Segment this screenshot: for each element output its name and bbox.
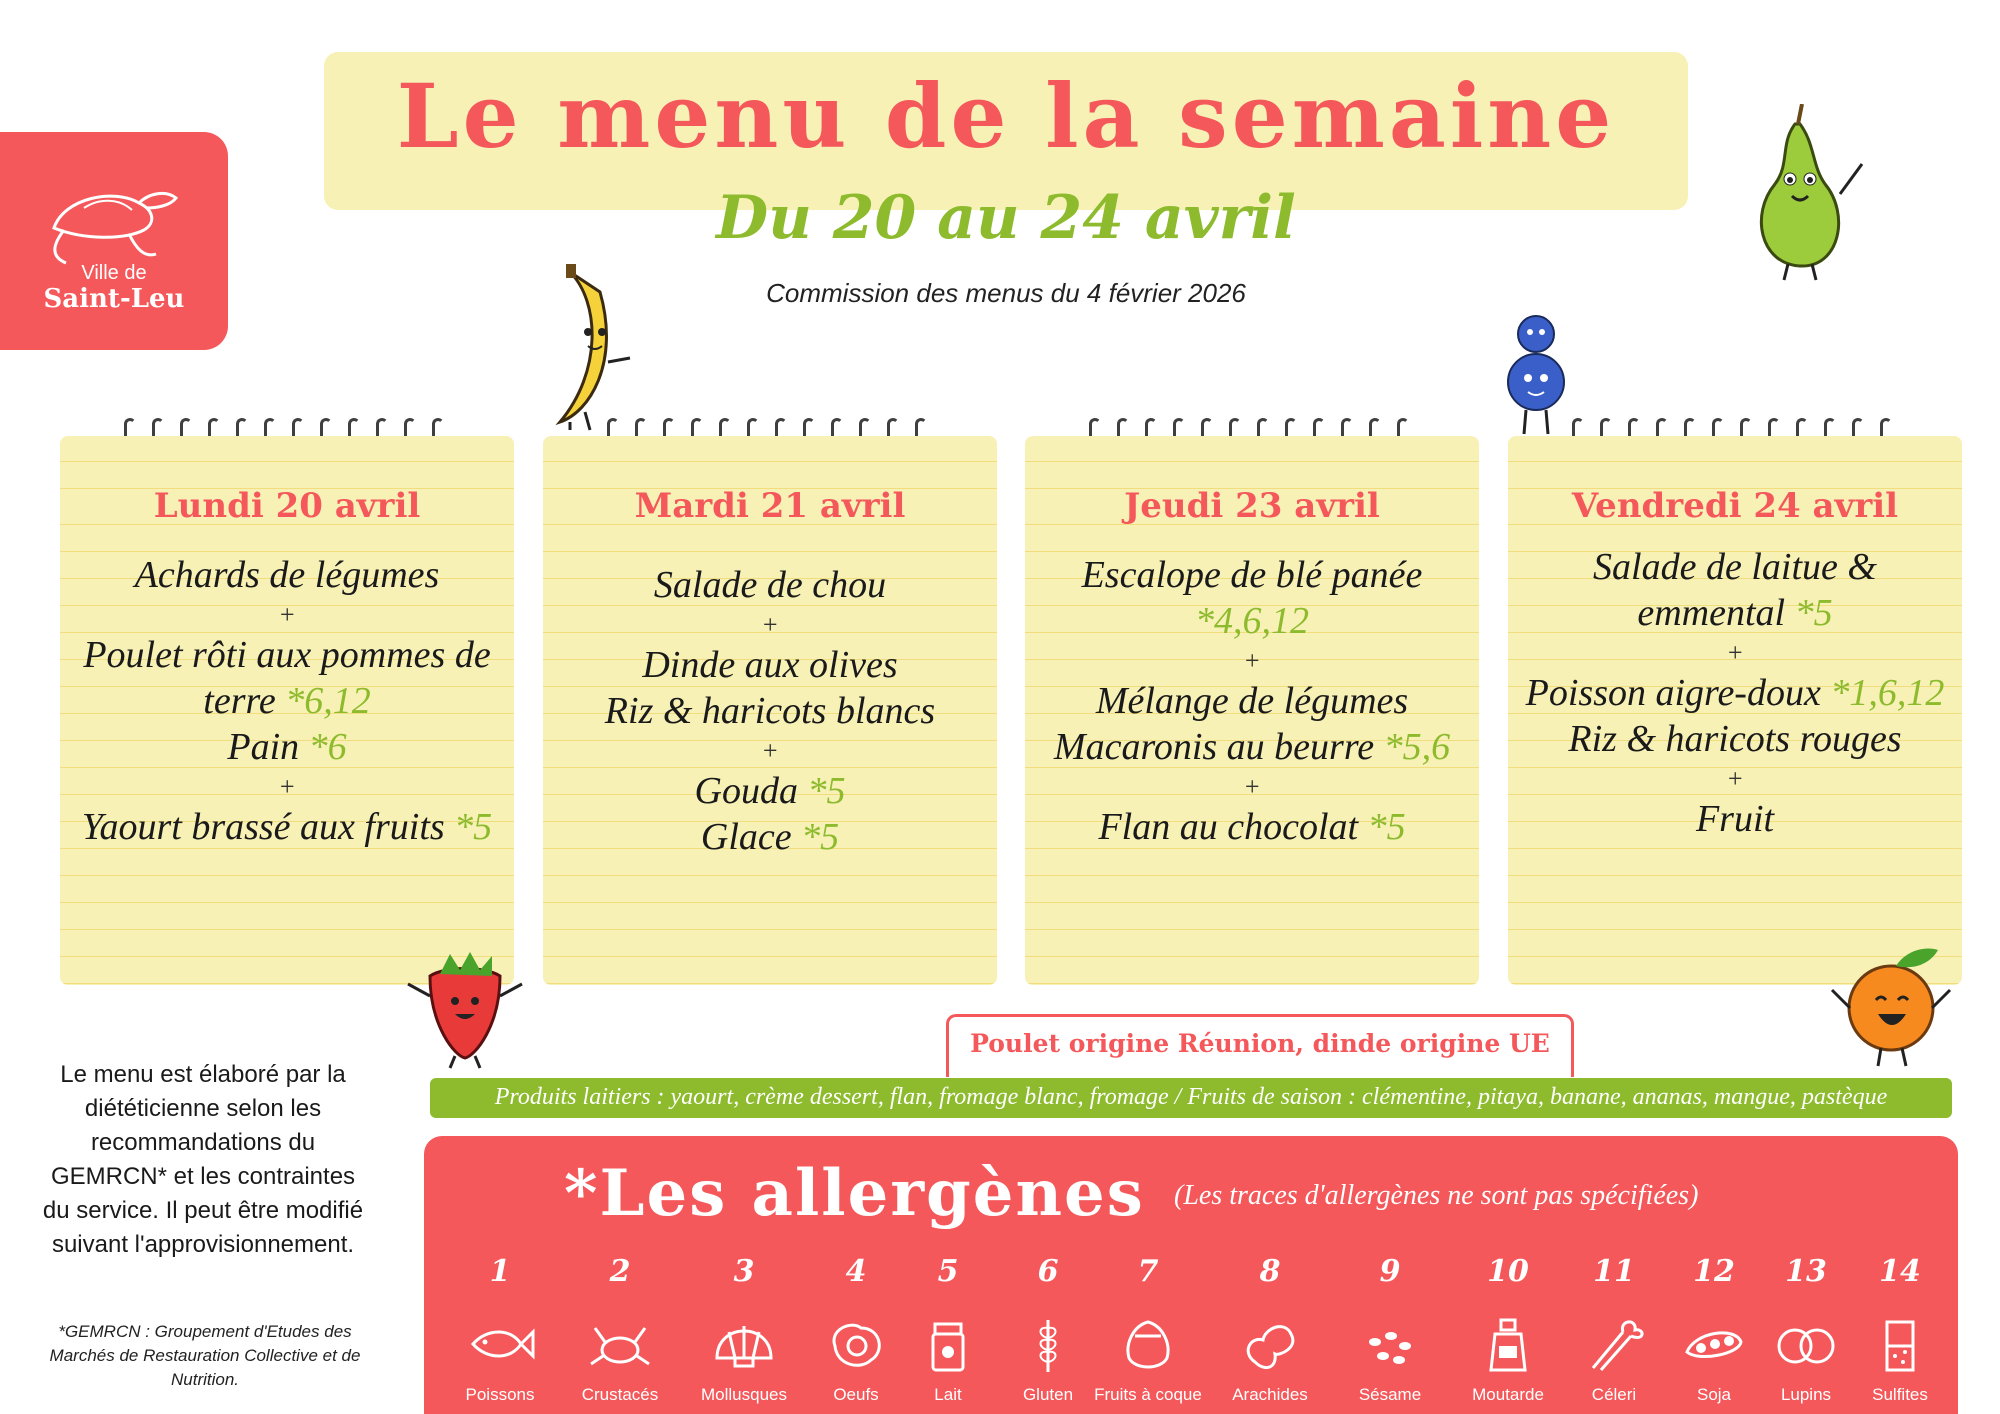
strawberry-icon (400, 946, 530, 1070)
allergen-number: 1 (489, 1254, 511, 1289)
dish-allergens: *1,6,12 (1830, 672, 1945, 714)
wheat-icon (1013, 1312, 1083, 1376)
lupin-icon (1771, 1312, 1841, 1376)
allergen-number: 4 (845, 1254, 867, 1289)
sesame-icon (1355, 1312, 1425, 1376)
dish-item (1518, 544, 1952, 636)
allergen-item (1335, 1254, 1445, 1404)
allergen-label: Lupins (1780, 1385, 1832, 1404)
shell-icon (709, 1312, 779, 1376)
dish-name: Mélange de légumes (1095, 680, 1409, 722)
allergen-note: (Les traces d'allergènes ne sont pas spécifiées) (1174, 1180, 1699, 1211)
dish-name: Dinde aux olives (642, 644, 898, 686)
dish-name: Salade de chou (653, 564, 887, 606)
dish-item (1035, 678, 1469, 724)
allergen-number: 2 (609, 1254, 631, 1289)
dish-list (1518, 544, 1952, 842)
dish-name: Salade de laitue & emmental (1593, 546, 1877, 634)
allergen-label: Céleri (1591, 1385, 1637, 1404)
crab-icon (585, 1312, 655, 1376)
dish-item (70, 804, 504, 850)
allergen-label: Gluten (1022, 1385, 1074, 1404)
turtle-icon (44, 168, 184, 268)
page-title: Le menu de la semaine (396, 64, 1616, 168)
dish-name: Achards de légumes (134, 554, 440, 596)
day-title: Jeudi 23 avril (1124, 486, 1380, 526)
allergen-label: Mollusques (701, 1385, 787, 1404)
dish-list (70, 552, 504, 850)
allergen-label: Arachides (1232, 1385, 1308, 1404)
dish-item (70, 552, 504, 598)
logo-text-ville: Ville de (81, 262, 147, 284)
dish-name: Poulet rôti aux pommes de terre (83, 634, 491, 722)
day-card (60, 436, 514, 985)
allergen-item (689, 1254, 799, 1404)
allergen-title: *Les allergènes (564, 1156, 1145, 1231)
dish-item (1035, 804, 1469, 850)
course-separator: + (761, 610, 779, 639)
sulfite-icon (1865, 1312, 1935, 1376)
allergen-number: 12 (1693, 1254, 1735, 1289)
allergen-label: Oeufs (833, 1385, 879, 1404)
dish-name: Glace (700, 816, 792, 858)
seasonal-band (430, 1078, 1952, 1118)
allergen-number: 14 (1879, 1254, 1921, 1289)
dish-name: Fruit (1695, 798, 1775, 840)
menu-disclaimer: Le menu est élaboré par la diététicienne selon les recommandations du GEMRCN* et les contraintes du service. Il peut être modifié suivant l'approvisionnement. (42, 1061, 364, 1258)
dish-allergens: *5 (1794, 592, 1833, 634)
dish-allergens: *6,12 (285, 680, 371, 722)
allergen-number: 10 (1487, 1254, 1529, 1289)
fish-icon (465, 1312, 535, 1376)
peanut-icon (1235, 1312, 1305, 1376)
dish-item (1035, 552, 1469, 644)
allergen-number: 13 (1785, 1254, 1827, 1289)
origin-notice (946, 1014, 1574, 1077)
dish-name: Poisson aigre-doux (1525, 672, 1821, 714)
nut-icon (1113, 1312, 1183, 1376)
dish-item (553, 688, 987, 734)
dish-list (1035, 552, 1469, 850)
allergen-item (1215, 1254, 1325, 1404)
dish-name: Gouda (694, 770, 798, 812)
origin-text: Poulet origine Réunion, dinde origine UE (970, 1029, 1550, 1058)
course-separator: + (1726, 764, 1744, 793)
seasonal-text: Produits laitiers : yaourt, crème dessert, flan, fromage blanc, fromage / Fruits de saison : clémentine, pitaya, banane, ananas, mangue, pastèque (494, 1084, 1888, 1110)
allergen-label: Lait (934, 1385, 962, 1404)
commission-date: Commission des menus du 4 février 2026 (766, 278, 1246, 308)
dish-name: Yaourt brassé aux fruits (81, 806, 445, 848)
allergen-number: 6 (1037, 1254, 1059, 1289)
milk-icon (913, 1312, 983, 1376)
course-separator: + (1243, 772, 1261, 801)
dish-item (553, 768, 987, 814)
allergen-number: 5 (937, 1254, 959, 1289)
day-card (1508, 436, 1962, 985)
mustard-icon (1473, 1312, 1543, 1376)
dish-name: Flan au chocolat (1098, 806, 1359, 848)
dish-item (1035, 724, 1469, 770)
dish-list (553, 562, 987, 860)
dish-name: Macaronis au beurre (1053, 726, 1375, 768)
orange-icon (1826, 940, 1956, 1070)
day-card (543, 436, 997, 985)
allergen-number: 11 (1593, 1254, 1635, 1289)
allergen-label: Sésame (1358, 1385, 1422, 1404)
dish-allergens: *5,6 (1383, 726, 1451, 768)
allergen-item (445, 1254, 555, 1404)
logo-text-saint-leu: Saint-Leu (43, 284, 185, 314)
allergen-item (1845, 1254, 1955, 1404)
dish-allergens: *5 (1367, 806, 1406, 848)
dish-item (1518, 796, 1952, 842)
dish-allergens: *5 (807, 770, 846, 812)
day-title: Mardi 21 avril (634, 486, 906, 526)
dish-item (553, 642, 987, 688)
day-title: Lundi 20 avril (153, 486, 421, 526)
soy-icon (1679, 1312, 1749, 1376)
dish-allergens: *4,6,12 (1195, 600, 1309, 642)
dish-name: Escalope de blé panée (1081, 554, 1423, 596)
allergen-label: Sulfites (1872, 1385, 1928, 1404)
allergen-item (993, 1254, 1103, 1404)
banana-icon (530, 262, 640, 432)
allergen-label: Fruits à coque (1094, 1385, 1202, 1404)
day-card (1025, 436, 1479, 985)
allergen-label: Crustacés (581, 1385, 659, 1404)
allergen-number: 9 (1379, 1254, 1401, 1289)
allergen-number: 7 (1137, 1254, 1159, 1289)
egg-icon (821, 1312, 891, 1376)
allergen-item (893, 1254, 1003, 1404)
blueberries-icon (1496, 310, 1576, 436)
dish-name: Riz & haricots blancs (604, 690, 936, 732)
allergen-item (1559, 1254, 1669, 1404)
course-separator: + (278, 600, 296, 629)
gemrcn-footnote: *GEMRCN : Groupement d'Etudes des Marchés de Restauration Collective et de Nutrition. (49, 1322, 361, 1389)
course-separator: + (1243, 646, 1261, 675)
dish-item (1518, 670, 1952, 716)
allergen-item (1453, 1254, 1563, 1404)
dish-name: Riz & haricots rouges (1568, 718, 1902, 760)
course-separator: + (761, 736, 779, 765)
celery-icon (1579, 1312, 1649, 1376)
allergen-label: Moutarde (1472, 1385, 1544, 1404)
course-separator: + (1726, 638, 1744, 667)
course-separator: + (278, 772, 296, 801)
allergen-panel (424, 1136, 1958, 1414)
dish-item (553, 814, 987, 860)
dish-name: Pain (227, 726, 300, 768)
allergen-number: 3 (733, 1254, 755, 1289)
dish-allergens: *6 (308, 726, 347, 768)
allergen-label: Poissons (465, 1385, 535, 1404)
dish-item (70, 632, 504, 724)
day-title: Vendredi 24 avril (1571, 486, 1899, 526)
dish-allergens: *5 (801, 816, 840, 858)
dish-item (1518, 716, 1952, 762)
pear-icon (1740, 104, 1870, 284)
week-dates: Du 20 au 24 avril (716, 183, 1296, 253)
dish-allergens: *5 (454, 806, 493, 848)
allergen-number: 8 (1259, 1254, 1281, 1289)
allergen-label: Soja (1696, 1385, 1732, 1404)
dish-item (70, 724, 504, 770)
allergen-item (565, 1254, 675, 1404)
dish-item (553, 562, 987, 608)
allergen-item (1093, 1254, 1203, 1404)
